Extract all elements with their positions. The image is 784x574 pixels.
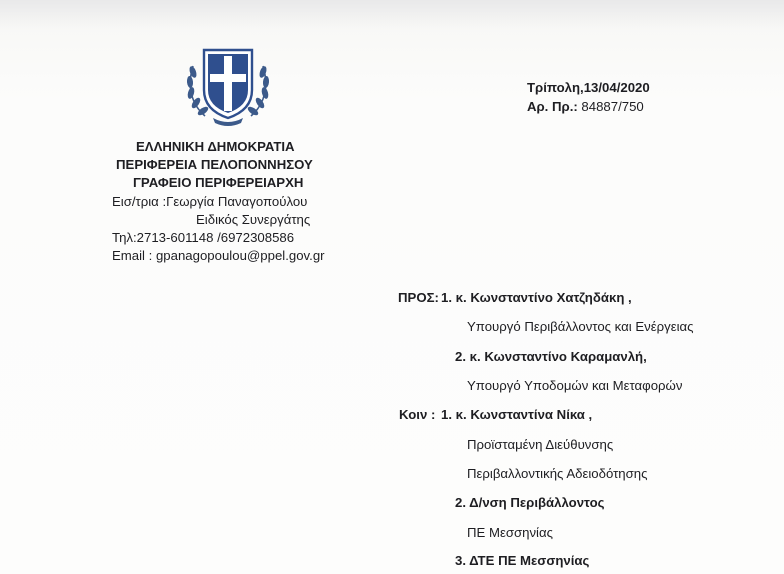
cc-2-name: 2. Δ/νση Περιβάλλοντος	[455, 495, 605, 510]
to-label: ΠΡΟΣ:	[398, 290, 439, 305]
protocol-value: 84887/750	[577, 98, 644, 114]
region-name: ΠΕΡΙΦΕΡΕΙΑ ΠΕΛΟΠΟΝΝΗΣΟΥ	[116, 157, 313, 173]
cc-1-role-a: Προϊσταμένη Διεύθυνσης	[467, 437, 614, 452]
cc-1-name: 1. κ. Κωνσταντίνα Νίκα ,	[441, 407, 593, 422]
recipient-2-name: 2. κ. Κωνσταντίνο Καραμανλή,	[455, 349, 647, 364]
rapporteur-line: Εισ/τρια :Γεωργία Παναγοπούλου	[112, 193, 308, 209]
cc-3-name: 3. ΔΤΕ ΠΕ Μεσσηνίας	[455, 553, 590, 568]
protocol-number	[527, 98, 650, 117]
protocol-label: Αρ. Πρ.:	[527, 98, 578, 114]
scan-shadow	[0, 0, 784, 30]
sender-header	[112, 138, 412, 265]
office-name: ΓΡΑΦΕΙΟ ΠΕΡΙΦΕΡΕΙΑΡΧΗ	[133, 175, 304, 191]
cc-label: Κοιν :	[399, 407, 436, 422]
recipient-1-role: Υπουργό Περιβάλλοντος και Ενέργειας	[467, 319, 694, 334]
phone-line: Τηλ:2713-601148 /6972308586	[112, 230, 295, 246]
rapporteur-role: Ειδικός Συνεργάτης	[196, 211, 311, 227]
document-meta	[527, 79, 650, 116]
greek-coat-of-arms-icon	[183, 38, 273, 130]
recipient-2-role: Υπουργό Υποδομών και Μεταφορών	[467, 378, 683, 393]
cc-2-role: ΠΕ Μεσσηνίας	[467, 525, 553, 540]
country-name: ΕΛΛΗΝΙΚΗ ΔΗΜΟΚΡΑΤΙΑ	[136, 139, 295, 154]
recipient-1-name: 1. κ. Κωνσταντίνο Χατζηδάκη ,	[441, 290, 632, 305]
place-date: Τρίπολη,13/04/2020	[527, 80, 650, 95]
email-line: Email : gpanagopoulou@ppel.gov.gr	[112, 248, 325, 264]
cc-1-role-b: Περιβαλλοντικής Αδειοδότησης	[467, 466, 648, 481]
